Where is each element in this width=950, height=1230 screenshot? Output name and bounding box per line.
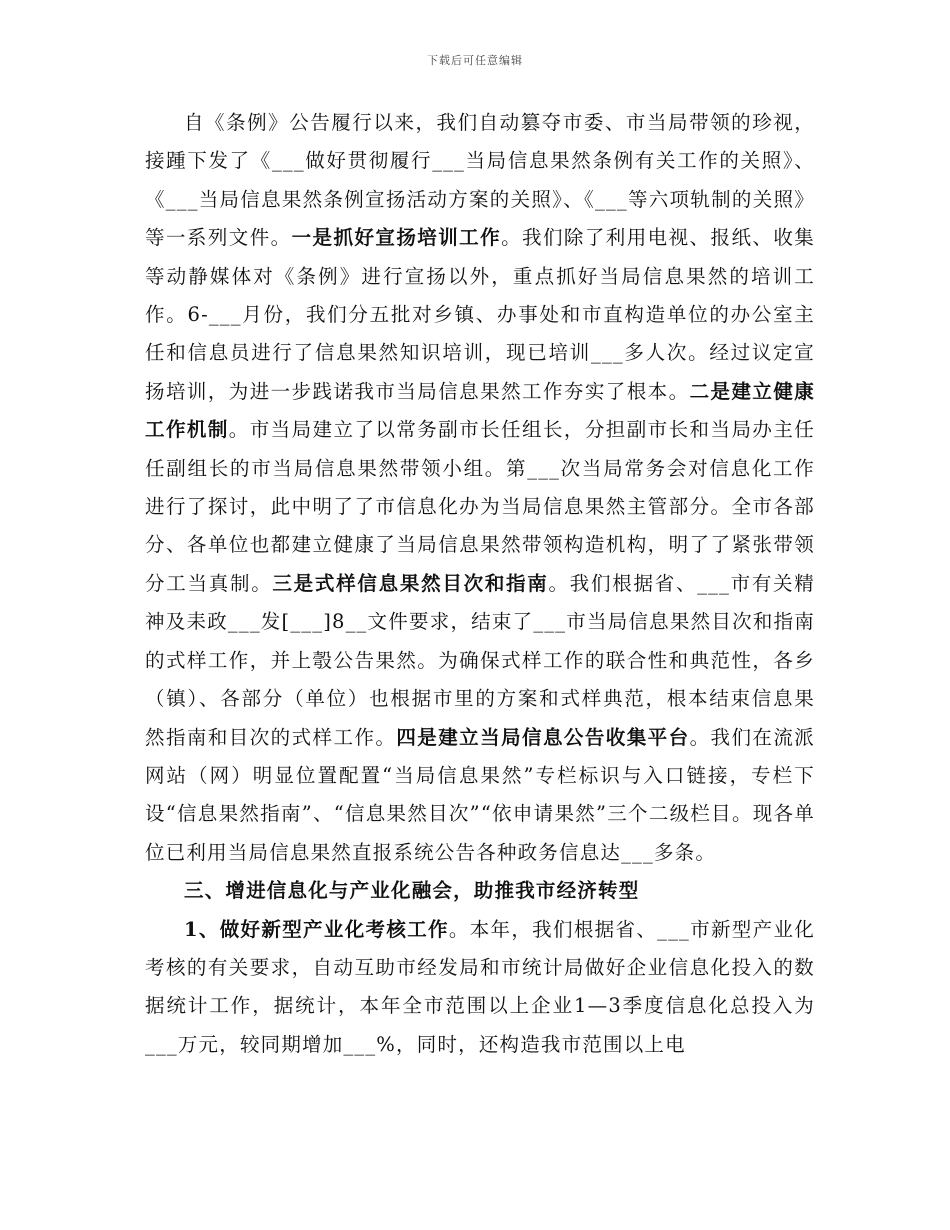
bold-heading-3: 三是式样信息果然目次和指南 bbox=[272, 571, 549, 595]
text-run: 。我们在流派网站（网）明显位置配置“当局信息果然”专栏标识与入口链接，专栏下设“信息果然指南”、“信息果然目次”“依申请果然”三个二级栏目。现各单位已利用当局信息果然直报系统公告各种政务信息达___多条。 bbox=[145, 725, 816, 864]
text-run: 。本年，我们根据省、___市新型产业化考核的有关要求，自动互助市经发局和市统计局做好企业信息化投入的数据统计工作，据统计，本年全市范围以上企业1—3季度信息化总投入为___万元，较同期增加___%，同时，还构造我市范围以上电 bbox=[145, 917, 815, 1056]
header-note: 下载后可任意编辑 bbox=[427, 54, 523, 67]
paragraph-1 bbox=[145, 104, 815, 872]
text-run: 。我们根据省、___市有关精神及耒政___发[___]8__文件要求，结束了___市当局信息果然目次和指南的式样工作，并上彀公告果然。为确保式样工作的联合性和典范性，各乡（镇）、各部分（单位）也根据市里的方案和式样典范，根本结束信息果然指南和目次的式样工作。 bbox=[145, 571, 815, 749]
text-run: 自《条例》公告履行以来，我们自动篡夺市委、市当局带领的珍视，接踵下发了《___做好贯彻履行___当局信息果然条例有关工作的关照》、《___当局信息果然条例宣扬活动方案的关照》、《___等六项轨制的关照》等一系列文件。 bbox=[145, 111, 815, 250]
section-heading-text: 三、增进信息化与产业化融会，助推我市经济转型 bbox=[184, 879, 640, 903]
document-body bbox=[145, 104, 815, 1064]
bold-heading-4: 四是建立当局信息公告收集平台 bbox=[396, 725, 690, 749]
bold-heading-2: 二是建立健康工作机制 bbox=[145, 379, 816, 442]
section-heading bbox=[145, 872, 815, 910]
paragraph-3 bbox=[145, 911, 815, 1065]
bold-subheading: 1、做好新型产业化考核工作 bbox=[184, 917, 449, 941]
text-run: 。我们除了利用电视、报纸、收集等动静媒体对《条例》进行宣扬以外，重点抓好当局信息果然的培训工作。6-___月份，我们分五批对乡镇、办事处和市直构造单位的办公室主任和信息员进行了信息果然知识培训，现已培训___多人次。经过议定宣扬培训，为进一步践诺我市当局信息果然工作夯实了根本。 bbox=[145, 226, 815, 403]
bold-heading-1: 一是抓好宣扬培训工作 bbox=[291, 226, 502, 250]
text-run: 。市当局建立了以常务副市长任组长，分担副市长和当局办主任任副组长的市当局信息果然带领小组。第___次当局常务会对信息化工作进行了探讨，此中明了了市信息化办为当局信息果然主管部分。全市各部分、各单位也都建立健康了当局信息果然带领构造机构，明了了紧张带领分工当真制。 bbox=[145, 418, 815, 595]
